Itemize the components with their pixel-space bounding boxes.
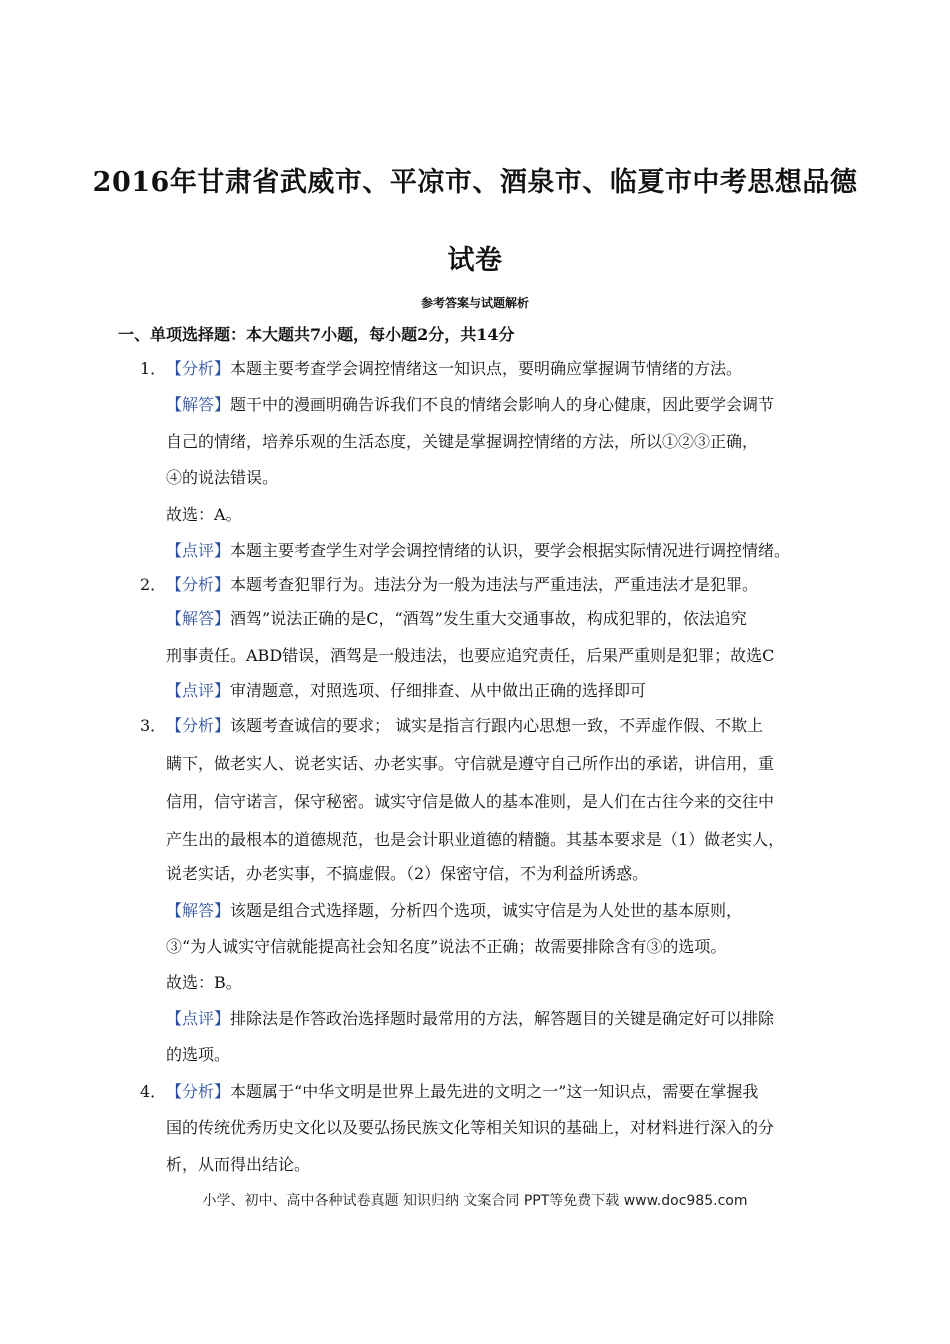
q1-answer-text: 题干中的漫画明确告诉我们不良的情绪会影响人的身心健康，因此要学会调节 [230, 395, 775, 414]
comment-tag: 【点评】 [166, 681, 231, 700]
answer-tag: 【解答】 [166, 609, 231, 628]
page-title: 2016年甘肃省武威市、平凉市、酒泉市、临夏市中考思想品德 [92, 167, 858, 198]
q3-analysis-line5: 说老实话，办老实事，不搞虚假。（2）保密守信，不为利益所诱惑。 [166, 864, 649, 883]
q1-choice: 故选：A。 [166, 505, 242, 524]
page-subtitle: 参考答案与试题解析 [420, 296, 529, 310]
q4-analysis-line2: 国的传统优秀历史文化以及要弘扬民族文化等相关知识的基础上，对材料进行深入的分 [166, 1118, 775, 1137]
q3-comment: 排除法是作答政治选择题时最常用的方法，解答题目的关键是确定好可以排除 [230, 1009, 775, 1028]
analysis-tag: 【分析】 [166, 716, 231, 735]
q1-answer-line2: 自己的情绪，培养乐观的生活态度，关键是掌握调控情绪的方法，所以①②③正确， [166, 432, 759, 451]
q3-analysis-line4: 产生出的最根本的道德规范，也是会计职业道德的精髓。其基本要求是（1）做老实人， [166, 830, 785, 849]
q3-answer-line2: ③“为人诚实守信就能提高社会知名度”说法不正确；故需要排除含有③的选项。 [166, 937, 727, 956]
q3-choice: 故选：B。 [166, 973, 242, 992]
q2-comment: 审清题意，对照选项、仔细排查、从中做出正确的选择即可 [230, 681, 647, 700]
comment-tag: 【点评】 [166, 541, 231, 560]
q3-analysis-line3: 信用，信守诺言，保守秘密。诚实守信是做人的基本准则，是人们在古往今来的交往中 [166, 792, 775, 811]
q1-analysis: 本题主要考查学会调控情绪这一知识点，要明确应掌握调节情绪的方法。 [230, 359, 743, 378]
q3-analysis: 该题考查诚信的要求； 诚实是指言行跟内心思想一致，不弄虚作假、不欺上 [230, 716, 764, 735]
page-footer: 小学、初中、高中各种试卷真题 知识归纳 文案合同 PPT等免费下载 www.doc985.com [202, 1193, 748, 1209]
q3-answer-line1 [166, 900, 742, 922]
q2-answer-line2: 刑事责任。ABD错误，酒驾是一般违法，也要应追究责任，后果严重则是犯罪；故选C [166, 646, 775, 665]
q2-comment-line [166, 680, 646, 702]
q2-answer-text: 酒驾”说法正确的是C，“酒驾”发生重大交通事故，构成犯罪的，依法追究 [230, 609, 747, 628]
analysis-tag: 【分析】 [166, 1082, 231, 1101]
question-number: 4． [140, 1082, 167, 1101]
q3-analysis-line2: 瞒下，做老实人、说老实话、办老实事。守信就是遵守自己所作出的承诺，讲信用，重 [166, 754, 775, 773]
section-heading: 一、单项选择题：本大题共7小题，每小题2分，共14分 [118, 325, 515, 344]
analysis-tag: 【分析】 [166, 359, 231, 378]
question-number: 3． [140, 716, 167, 735]
q1-comment-line [166, 540, 790, 562]
q1-comment: 本题主要考查学生对学会调控情绪的认识，要学会根据实际情况进行调控情绪。 [230, 541, 791, 560]
q3-comment-line1 [166, 1008, 774, 1030]
q1-answer-line1 [166, 394, 774, 416]
q3-comment-line2: 的选项。 [166, 1045, 231, 1064]
question-number: 1． [140, 359, 167, 378]
q1-answer-line3: ④的说法错误。 [166, 468, 279, 487]
q4-analysis-line3: 析，从而得出结论。 [166, 1155, 311, 1174]
q2-answer-line1 [166, 608, 747, 630]
analysis-tag: 【分析】 [166, 575, 231, 594]
answer-tag: 【解答】 [166, 901, 231, 920]
comment-tag: 【点评】 [166, 1009, 231, 1028]
q3-answer-text: 该题是组合式选择题，分析四个选项，诚实守信是为人处世的基本原则， [230, 901, 743, 920]
page-title-line2: 试卷 [447, 245, 503, 276]
question-number: 2． [140, 575, 167, 594]
q4-analysis: 本题属于“中华文明是世界上最先进的文明之一”这一知识点，需要在掌握我 [230, 1082, 759, 1101]
answer-tag: 【解答】 [166, 395, 231, 414]
q2-analysis: 本题考查犯罪行为。违法分为一般为违法与严重违法，严重违法才是犯罪。 [230, 575, 759, 594]
